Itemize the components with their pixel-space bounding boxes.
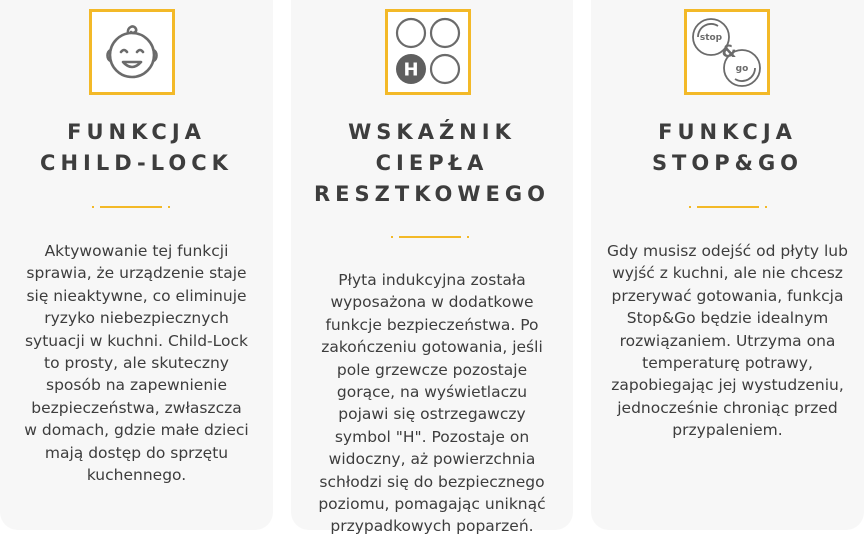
description-line: poziomu, pomagając uniknąć bbox=[318, 495, 546, 514]
feature-card-child-lock bbox=[0, 0, 273, 530]
description-line: gorące, na wyświetlaczu bbox=[336, 383, 528, 402]
feature-description bbox=[0, 240, 273, 486]
feature-title-line: CIEPŁA bbox=[375, 151, 489, 175]
feature-description bbox=[291, 269, 573, 538]
description-line: bezpieczeństwa, zwłaszcza bbox=[31, 398, 242, 417]
feature-title-line: STOP&GO bbox=[651, 151, 804, 175]
description-line: przypadkowych poparzeń. bbox=[330, 517, 534, 536]
description-line: wyjść z kuchni, ale nie chcesz bbox=[612, 264, 843, 283]
description-line: wyposażona w dodatkowe bbox=[330, 293, 534, 312]
feature-title-line: WSKAŹNIK bbox=[348, 120, 516, 144]
description-line: kuchennego. bbox=[86, 466, 187, 485]
heat-symbol-letter: H bbox=[403, 59, 419, 81]
feature-title-line: CHILD-LOCK bbox=[40, 151, 233, 175]
description-line: to prosty, ale skuteczny bbox=[44, 354, 229, 373]
description-line: ryzyko niebezpiecznych bbox=[44, 309, 229, 328]
accent-divider bbox=[391, 236, 469, 238]
feature-title-line: RESZTKOWEGO bbox=[314, 182, 550, 206]
stop-and-go-icon bbox=[684, 9, 770, 95]
accent-divider bbox=[689, 206, 767, 208]
description-line: w domach, gdzie małe dzieci bbox=[24, 421, 249, 440]
description-line: rozwiązaniem. Utrzyma ona bbox=[619, 331, 836, 350]
description-line: temperaturę potrawy, bbox=[642, 354, 813, 373]
feature-title-line: FUNKCJA bbox=[67, 120, 206, 144]
description-line: sprawia, że urządzenie staje bbox=[26, 264, 247, 283]
accent-divider bbox=[92, 206, 170, 208]
feature-card-residual-heat bbox=[291, 0, 573, 536]
description-line: Stop&Go będzie idealnym bbox=[626, 309, 829, 328]
description-line: Płyta indukcyjna została bbox=[338, 271, 526, 289]
description-line: się nieaktywne, co eliminuje bbox=[26, 286, 247, 305]
feature-title bbox=[0, 117, 273, 179]
description-line: symbol "H". Pozostaje on bbox=[334, 427, 530, 446]
description-line: Gdy musisz odejść od płyty lub bbox=[607, 242, 848, 260]
description-line: pojawi się ostrzegawczy bbox=[338, 405, 526, 424]
ampersand-label: & bbox=[721, 42, 737, 62]
feature-title-line: FUNKCJA bbox=[658, 120, 797, 144]
description-line: widoczny, aż powierzchnia bbox=[328, 450, 536, 469]
feature-title bbox=[291, 117, 573, 210]
stop-label: stop bbox=[699, 33, 723, 43]
feature-title bbox=[591, 117, 864, 179]
description-line: przerywać gotowania, funkcja bbox=[611, 286, 844, 305]
description-line: schłodzi się do bezpiecznego bbox=[319, 472, 545, 491]
feature-description bbox=[591, 240, 864, 442]
description-line: jednocześnie chroniąc przed bbox=[617, 398, 838, 417]
description-line: mają dostęp do sprzętu bbox=[44, 443, 229, 462]
go-label: go bbox=[735, 64, 749, 74]
residual-heat-hob-icon bbox=[385, 9, 471, 95]
description-line: zapobiegając jej wystudzeniu, bbox=[611, 376, 844, 395]
description-line: zakończeniu gotowania, jeśli bbox=[321, 338, 543, 357]
description-line: sposób na zapewnienie bbox=[46, 376, 227, 395]
description-line: Aktywowanie tej funkcji bbox=[44, 242, 229, 260]
baby-face-icon bbox=[89, 9, 175, 95]
description-line: funkcje bezpieczeństwa. Po bbox=[325, 315, 539, 334]
feature-card-stop-and-go bbox=[591, 0, 864, 530]
description-line: sytuacji w kuchni. Child-Lock bbox=[24, 331, 248, 350]
description-line: pole grzewcze pozostaje bbox=[336, 360, 528, 379]
description-line: przypaleniem. bbox=[672, 421, 783, 440]
